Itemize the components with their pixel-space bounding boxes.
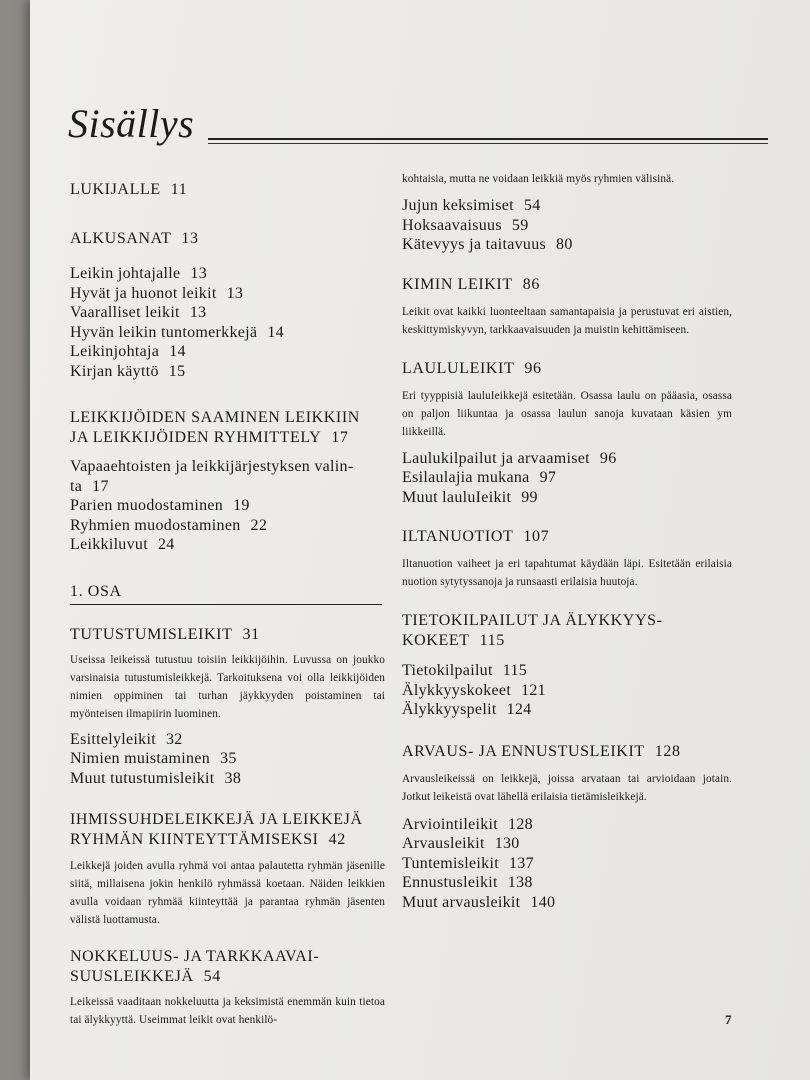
entry-label: Laulukilpailut ja arvaamiset [402, 449, 590, 467]
entry-page: 17 [92, 477, 109, 495]
section-label: TUTUSTUMISLEIKIT [70, 625, 233, 643]
entry-label: Tietokilpailut [402, 662, 493, 679]
section-page: 115 [479, 632, 505, 649]
entry-label: Muut tutustumisleikit [70, 769, 215, 787]
toc-entry[interactable] [402, 661, 732, 681]
entry-page: 19 [233, 497, 250, 514]
entry-list [402, 661, 732, 720]
entry-label: Arviointileikit [402, 815, 499, 833]
section-description: Eri tyyppisiä lauluIeikkejä esitetään. Osassa laulu on pääasia, osassa on paljon liikuntaa ja osassa laulun sanoja kuvataan käsien ym liikkeillä. [402, 389, 732, 438]
toc-section-tutustumis[interactable] [70, 625, 385, 645]
section-page: 31 [242, 625, 260, 643]
entry-page: 54 [523, 197, 541, 214]
entry-page: 24 [157, 536, 175, 553]
entry-label: Leikin johtajalle [70, 265, 181, 282]
book-page [30, 0, 810, 1080]
section-page: 86 [522, 275, 540, 293]
entry-page: 140 [530, 893, 556, 911]
entry-page: 96 [599, 449, 617, 467]
section-label: LAULULEIKIT [402, 359, 515, 377]
section-page: 13 [181, 230, 199, 247]
entry-page: 59 [511, 216, 529, 234]
toc-entry[interactable] [402, 815, 732, 835]
section-page: 107 [523, 528, 550, 545]
title-rule [208, 138, 768, 140]
toc-entry[interactable] [70, 769, 385, 789]
section-page: 128 [654, 742, 681, 760]
entry-label: Esilaulajia mukana [402, 469, 530, 486]
entry-list [70, 264, 385, 381]
entry-label: Leikkiluvut [70, 536, 148, 553]
entry-page: 32 [165, 730, 183, 748]
toc-section-alkusanat[interactable] [70, 229, 385, 249]
entry-list [402, 449, 732, 508]
entry-page: 14 [169, 343, 186, 360]
entry-label: Muut arvausleikit [402, 893, 521, 911]
section-label: LUKIJALLE [70, 181, 161, 198]
entry-list [402, 815, 732, 913]
toc-entry[interactable] [70, 303, 385, 323]
toc-entry[interactable] [402, 468, 732, 488]
entry-page: 128 [508, 815, 533, 833]
toc-entry[interactable] [70, 457, 385, 496]
toc-entry[interactable] [70, 342, 385, 362]
section-description: Leikit ovat kaikki luonteeltaan samantapaisia ja perustuvat eri aistien, keskittymiskyvyn, tarkkaavaisuuden ja muistin kehittämiseen. [402, 305, 732, 336]
entry-label: Tuntemisleikit [402, 854, 499, 872]
section-label: ALKUSANAT [70, 230, 172, 247]
toc-entry[interactable] [402, 681, 732, 701]
title-rule-thin [208, 143, 768, 144]
section-label: TIETOKILPAILUT JA ÄLYKKYYS- [402, 612, 663, 629]
entry-page: 124 [506, 701, 532, 718]
entry-label: Ennustusleikit [402, 874, 498, 891]
toc-entry[interactable] [402, 834, 732, 854]
toc-left-column [70, 170, 385, 1029]
toc-entry[interactable] [402, 196, 732, 216]
section-description: Useissa leikeissä tutustuu toisiin leikkijöihin. Luvussa on joukko varsinaisia tutustumisleikkejä. Tarkoituksena voi olla leikkijöiden nimien oppiminen tai turhan jäykkyyden poistaminen tai myönteisen ilmapiirin luominen. [70, 653, 385, 720]
toc-section-saaminen[interactable] [70, 408, 385, 448]
entry-page: 38 [224, 769, 242, 787]
toc-section-tieto[interactable] [402, 611, 732, 651]
part-heading: 1. OSA [70, 583, 382, 605]
entry-label: Arvausleikit [402, 835, 485, 852]
section-page: 54 [203, 968, 221, 985]
section-description: Arvausleikeissä on leikkejä, joissa arvataan tai arvioidaan jotain. Jotkut leikeistä ovat lähellä erilaisia tietämisleikkejä. [402, 772, 732, 803]
toc-entry[interactable] [402, 893, 732, 913]
entry-page: 97 [539, 469, 557, 486]
section-description-cont: kohtaisia, mutta ne voidaan leikkiä myös ryhmien välisinä. [402, 173, 675, 185]
section-label: IHMISSUHDELEIKKEJÄ JA LEIKKEJÄ [70, 811, 363, 828]
toc-entry[interactable] [402, 488, 732, 508]
toc-entry[interactable] [402, 216, 732, 236]
toc-entry[interactable] [402, 854, 732, 874]
toc-entry[interactable] [70, 516, 385, 536]
entry-label: Parien muodostaminen [70, 497, 224, 514]
entry-page: 130 [494, 835, 520, 852]
entry-page: 99 [521, 488, 538, 506]
toc-entry[interactable] [402, 235, 732, 255]
entry-label: Leikinjohtaja [70, 343, 160, 360]
section-label-cont: KOKEET [402, 632, 470, 649]
toc-entry[interactable] [70, 284, 385, 304]
entry-label-cont: ta [70, 477, 83, 495]
entry-page: 121 [521, 681, 546, 699]
toc-right-column [402, 170, 732, 912]
section-description: Iltanuotion vaiheet ja eri tapahtumat käydään läpi. Esitetään erilaisia nuotion sytytyssanoja ja runsaasti erilaisia huutoja. [402, 558, 732, 588]
toc-section-laulu[interactable] [402, 359, 732, 379]
entry-label: Esittelyleikit [70, 730, 156, 748]
entry-label: Muut lauluIeikit [402, 488, 512, 506]
toc-section-arvaus[interactable] [402, 742, 732, 762]
entry-list [70, 730, 385, 789]
entry-page: 13 [189, 304, 207, 321]
entry-page: 115 [502, 662, 528, 679]
entry-list [402, 196, 732, 255]
entry-label: Ryhmien muodostaminen [70, 516, 241, 534]
entry-page: 15 [168, 362, 186, 380]
section-label: ILTANUOTIOT [402, 528, 514, 545]
entry-page: 137 [508, 854, 534, 872]
section-description: Leikkejä joiden avulla ryhmä voi antaa palautetta ryhmän jäsenille siitä, millaisena jokin henkilö ryhmässä koetaan. Näiden leikkien avulla voidaan ryhmää kiinteyttää ja parantaa ryhmän jäsenten välistä luottamusta. [70, 860, 385, 926]
entry-label: Hyvän leikin tuntomerkkejä [70, 323, 258, 341]
page-number: 7 [725, 1012, 732, 1027]
toc-entry[interactable] [70, 730, 385, 750]
entry-page: 13 [190, 265, 208, 282]
entry-label: Kirjan käyttö [70, 362, 159, 380]
entry-label: Hyvät ja huonot leikit [70, 284, 217, 302]
section-label-cont: RYHMÄN KIINTEYTTÄMISEKSI [70, 831, 319, 848]
section-page: 96 [524, 359, 542, 377]
toc-entry[interactable] [70, 749, 385, 769]
entry-label: Nimien muistaminen [70, 750, 211, 767]
entry-page: 138 [507, 874, 533, 891]
section-label: KIMIN LEIKIT [402, 275, 513, 293]
toc-entry[interactable] [402, 700, 732, 720]
toc-section-kimin[interactable] [402, 275, 732, 295]
entry-page: 22 [250, 516, 268, 534]
section-label: LEIKKIJÖIDEN SAAMINEN LEIKKIIN [70, 409, 360, 426]
toc-section-lukijalle[interactable] [70, 180, 385, 200]
entry-label: Vaaralliset leikit [70, 304, 180, 321]
toc-entry[interactable] [70, 535, 385, 555]
section-label-cont: SUUSLEIKKEJÄ [70, 968, 194, 985]
section-page: 17 [331, 429, 349, 446]
toc-entry[interactable] [70, 323, 385, 343]
toc-entry[interactable] [70, 264, 385, 284]
section-page: 11 [170, 181, 188, 198]
entry-label: Älykkyyspelit [402, 701, 497, 718]
toc-section-iltanuotiot[interactable] [402, 527, 732, 547]
entry-label: Älykkyyskokeet [402, 681, 512, 699]
toc-section-nokkeluus[interactable] [70, 947, 385, 987]
section-description: Leikeissä vaaditaan nokkeluutta ja keksimistä enemmän kuin tietoa tai älykkyyttä. Useimmat leikit ovat henkilö- [70, 996, 385, 1026]
toc-entry[interactable] [70, 362, 385, 382]
toc-section-ihmissuhde[interactable] [70, 810, 385, 850]
page-title: Sisällys [68, 101, 195, 146]
toc-entry[interactable] [70, 496, 385, 516]
toc-entry[interactable] [402, 873, 732, 893]
entry-label: Hoksaavaisuus [402, 216, 502, 234]
entry-page: 13 [226, 284, 244, 302]
entry-label: Vapaaehtoisten ja leikkijärjestyksen valin- [70, 458, 354, 475]
entry-page: 14 [267, 323, 284, 341]
entry-label: Kätevyys ja taitavuus [402, 236, 547, 253]
entry-list [70, 457, 385, 555]
entry-page: 35 [220, 750, 237, 767]
toc-entry[interactable] [402, 449, 732, 469]
section-page: 42 [328, 831, 346, 848]
section-label: NOKKELUUS- JA TARKKAAVAI- [70, 948, 320, 965]
entry-page: 80 [556, 236, 573, 253]
entry-label: Jujun keksimiset [402, 197, 514, 214]
section-label-cont: JA LEIKKIJÖIDEN RYHMITTELY [70, 429, 322, 446]
section-label: ARVAUS- JA ENNUSTUSLEIKIT [402, 742, 645, 760]
